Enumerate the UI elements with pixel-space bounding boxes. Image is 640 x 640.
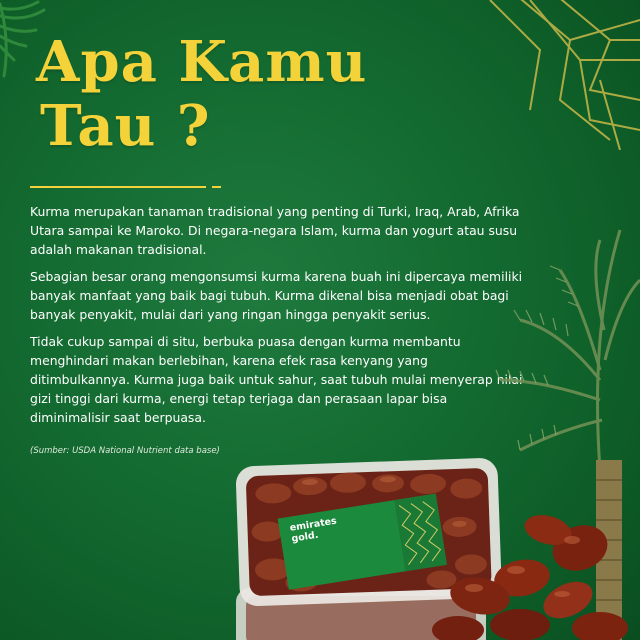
title-line-2: Tau ?: [40, 93, 211, 159]
brand-line-1: emirates: [289, 515, 338, 534]
palm-tree: [500, 230, 640, 470]
brand-line-2: gold.: [290, 529, 320, 545]
paragraph: Kurma merupakan tanaman tradisional yang penting di Turki, Iraq, Arab, Afrika Utara sampai ke Maroko. Di negara-negara Islam, kurma dan yogurt atau susu adalah makanan tradisional.: [30, 204, 520, 257]
title-line-1: Apa Kamu: [36, 29, 368, 95]
paragraph: Tidak cukup sampai di situ, berbuka puasa dengan kurma membantu menghindari makan berlebihan, karena efek rasa kenyang yang ditimbulkannya. Kurma juga baik untuk sahur, saat tubuh mulai menyerap nilai gizi tinggi dari kurma, energi tetap terjaga dan perasaan lapar bisa diminimalisir saat berpuasa.: [30, 334, 523, 425]
source-note: (Sumber: USDA National Nutrient data base): [30, 446, 220, 456]
paragraph: Sebagian besar orang mengonsumsi kurma karena buah ini dipercaya memiliki banyak manfaat yang baik bagi tubuh. Kurma dikenal bisa menjadi obat bagi banyak penyakit, mulai dari yang ringan hingga penyakit serius.: [30, 269, 523, 322]
